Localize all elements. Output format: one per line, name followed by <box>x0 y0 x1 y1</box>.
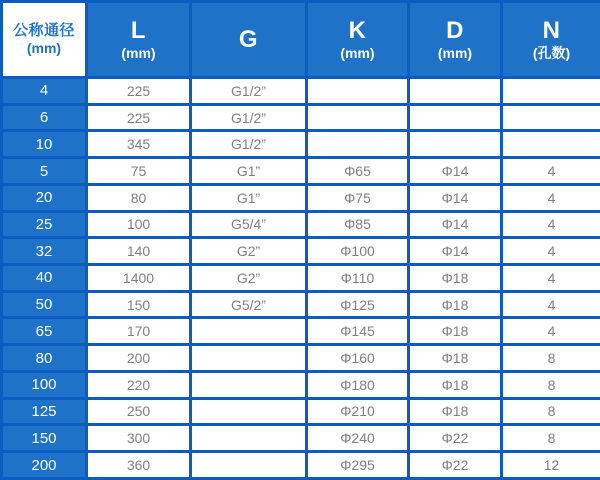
row-dn-cell: 5 <box>2 158 87 185</box>
header-title: D <box>446 16 464 44</box>
header-title: K <box>348 16 367 44</box>
data-cell: Φ14 <box>409 158 502 185</box>
data-cell: 8 <box>502 345 600 372</box>
row-dn-cell: 10 <box>2 131 87 158</box>
data-cell: Φ18 <box>409 371 502 398</box>
data-cell: Φ295 <box>307 452 409 479</box>
data-cell <box>307 78 409 105</box>
table-row <box>2 318 600 345</box>
data-cell <box>307 131 409 158</box>
data-cell: 4 <box>502 158 600 185</box>
header-cell-G <box>191 2 307 78</box>
data-cell: 225 <box>87 78 191 105</box>
data-cell: 8 <box>502 398 600 425</box>
row-dn-cell: 150 <box>2 425 87 452</box>
data-cell: G2” <box>191 238 307 265</box>
data-cell: 345 <box>87 131 191 158</box>
header-unit: (孔数) <box>532 45 571 62</box>
table-row <box>2 291 600 318</box>
data-cell <box>502 104 600 131</box>
data-cell: Φ75 <box>307 184 409 211</box>
data-cell: G1” <box>191 184 307 211</box>
data-cell: Φ240 <box>307 425 409 452</box>
data-cell: 360 <box>87 452 191 479</box>
table-row <box>2 184 600 211</box>
data-cell: Φ100 <box>307 238 409 265</box>
data-cell: 75 <box>87 158 191 185</box>
data-cell: 200 <box>87 345 191 372</box>
table-row <box>2 452 600 479</box>
data-cell: G1” <box>191 158 307 185</box>
data-cell: G5/2” <box>191 291 307 318</box>
data-cell: 4 <box>502 184 600 211</box>
data-cell: Φ18 <box>409 318 502 345</box>
data-cell: Φ18 <box>409 345 502 372</box>
data-cell: 12 <box>502 452 600 479</box>
table-row <box>2 425 600 452</box>
header-title: G <box>238 25 259 53</box>
header-title: L <box>130 16 147 44</box>
table-row <box>2 265 600 292</box>
data-cell <box>502 78 600 105</box>
header-cell-D <box>409 2 502 78</box>
row-dn-cell: 200 <box>2 452 87 479</box>
data-cell: Φ14 <box>409 238 502 265</box>
table-row <box>2 158 600 185</box>
table-row <box>2 238 600 265</box>
row-dn-cell: 80 <box>2 345 87 372</box>
data-cell: Φ14 <box>409 211 502 238</box>
data-cell: 300 <box>87 425 191 452</box>
table-row <box>2 398 600 425</box>
data-cell: G2” <box>191 265 307 292</box>
header-cell-L <box>87 2 191 78</box>
data-cell <box>191 452 307 479</box>
data-cell <box>191 345 307 372</box>
data-cell: G1/2” <box>191 104 307 131</box>
table-body <box>2 78 600 479</box>
data-cell: 8 <box>502 425 600 452</box>
row-dn-cell: 4 <box>2 78 87 105</box>
data-cell <box>409 78 502 105</box>
data-cell: 100 <box>87 211 191 238</box>
header-title: N <box>542 16 561 44</box>
data-cell: Φ145 <box>307 318 409 345</box>
data-cell: 4 <box>502 265 600 292</box>
data-cell: Φ22 <box>409 425 502 452</box>
header-cell-N <box>502 2 600 78</box>
data-cell: Φ18 <box>409 398 502 425</box>
data-cell: 150 <box>87 291 191 318</box>
data-cell: G1/2” <box>191 131 307 158</box>
row-dn-cell: 50 <box>2 291 87 318</box>
data-cell: G1/2” <box>191 78 307 105</box>
table-row <box>2 104 600 131</box>
data-cell: Φ22 <box>409 452 502 479</box>
data-cell: 4 <box>502 291 600 318</box>
table-row <box>2 211 600 238</box>
data-cell: 4 <box>502 238 600 265</box>
data-cell: Φ210 <box>307 398 409 425</box>
data-cell: Φ85 <box>307 211 409 238</box>
table-row <box>2 78 600 105</box>
header-cell-K <box>307 2 409 78</box>
row-dn-cell: 25 <box>2 211 87 238</box>
data-cell: 8 <box>502 371 600 398</box>
data-cell: Φ18 <box>409 291 502 318</box>
data-cell: Φ65 <box>307 158 409 185</box>
header-unit: (mm) <box>340 45 375 62</box>
data-cell: Φ125 <box>307 291 409 318</box>
data-cell <box>502 131 600 158</box>
data-cell: Φ14 <box>409 184 502 211</box>
data-cell: Φ160 <box>307 345 409 372</box>
header-row <box>2 2 600 78</box>
data-cell: 220 <box>87 371 191 398</box>
data-cell: Φ18 <box>409 265 502 292</box>
data-cell: 140 <box>87 238 191 265</box>
row-dn-cell: 20 <box>2 184 87 211</box>
row-dn-cell: 100 <box>2 371 87 398</box>
header-unit: (mm) <box>437 45 473 62</box>
row-dn-cell: 65 <box>2 318 87 345</box>
data-cell <box>191 398 307 425</box>
header-unit: (mm) <box>26 40 62 57</box>
data-cell <box>191 425 307 452</box>
data-cell: 4 <box>502 211 600 238</box>
row-dn-cell: 6 <box>2 104 87 131</box>
data-cell: 250 <box>87 398 191 425</box>
data-cell <box>191 318 307 345</box>
data-cell: Φ110 <box>307 265 409 292</box>
data-cell: 170 <box>87 318 191 345</box>
row-dn-cell: 40 <box>2 265 87 292</box>
data-cell: 80 <box>87 184 191 211</box>
data-cell: Φ180 <box>307 371 409 398</box>
data-cell <box>191 371 307 398</box>
data-cell <box>409 131 502 158</box>
header-unit: (mm) <box>121 45 156 62</box>
table-row <box>2 345 600 372</box>
row-dn-cell: 32 <box>2 238 87 265</box>
data-cell: 225 <box>87 104 191 131</box>
data-cell: 4 <box>502 318 600 345</box>
data-cell: 1400 <box>87 265 191 292</box>
data-cell <box>307 104 409 131</box>
table-row <box>2 131 600 158</box>
header-title: 公称通径 <box>12 21 75 39</box>
header-cell-nominal-diameter <box>2 2 87 78</box>
data-cell: G5/4” <box>191 211 307 238</box>
row-dn-cell: 125 <box>2 398 87 425</box>
data-cell <box>409 104 502 131</box>
table-row <box>2 371 600 398</box>
